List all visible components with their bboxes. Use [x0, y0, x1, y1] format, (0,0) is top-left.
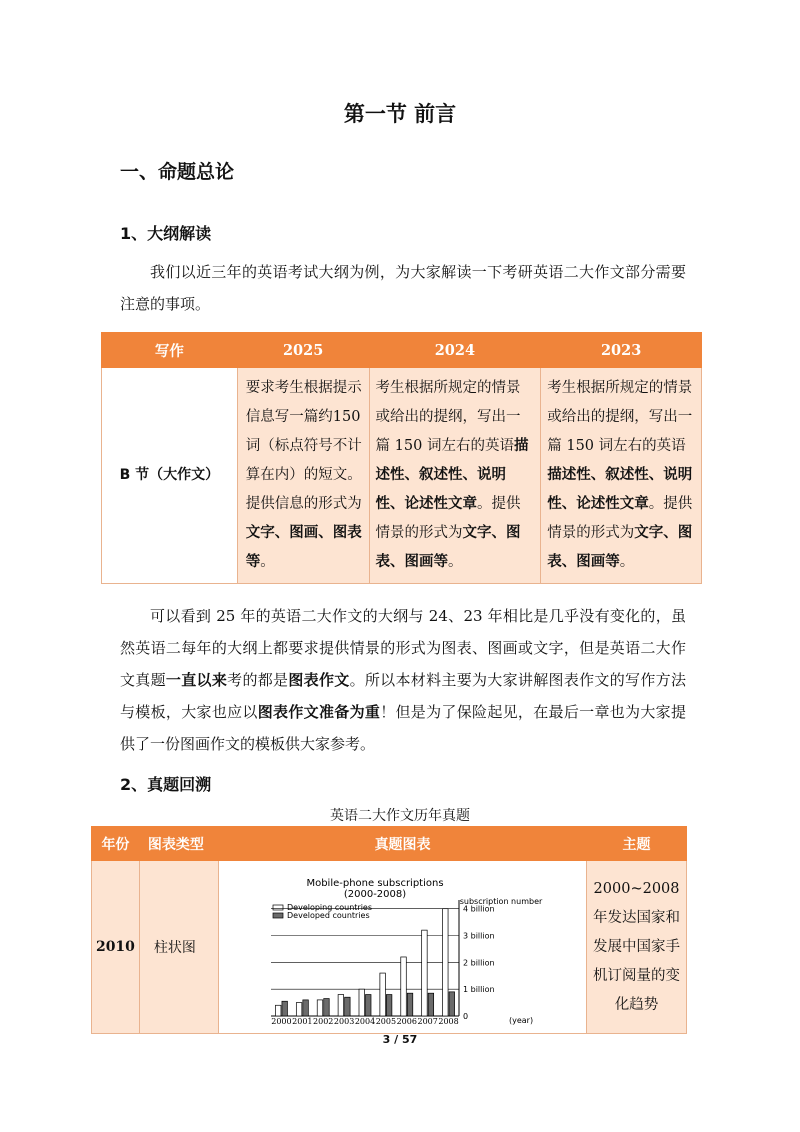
chart-bar-developed-2002: [324, 999, 330, 1016]
analysis-text-2: 考的都是: [227, 671, 289, 689]
subsection-heading-syllabus: 1、大纲解读: [120, 224, 212, 243]
syllabus-2025-text: 要求考生根据提示信息写一篇约150 词（标点符号不计算在内）的短文。提供信息的形式为: [245, 380, 362, 512]
analysis-text-1: 可以看到 25 年的英语二大作文的大纲与 24、23 年相比是几乎没有变化的，虽然英语二每年的大纲上都要求提供情景的形式为图表、图画或文字，但是英语二大作文真题: [120, 607, 686, 689]
chart-bar-developing-2000: [276, 1005, 282, 1016]
subscription-chart: [219, 862, 585, 1032]
syllabus-2023-tail: 。: [619, 554, 635, 570]
analysis-bold-2: 图表作文: [288, 671, 350, 689]
chart-xtick-label: 2004: [354, 1017, 376, 1026]
chart-bar-developed-2007: [428, 993, 434, 1016]
chart-title: Mobile-phone subscriptions: [306, 878, 444, 889]
exam-header-year: 年份: [92, 827, 140, 861]
chart-xlabel: (year): [509, 1016, 534, 1025]
syllabus-2023-bold2: 文字、图表、图画等: [547, 525, 693, 570]
syllabus-cell-2025: [237, 368, 369, 584]
chart-ytick-label: 1 billion: [463, 985, 495, 995]
chart-bar-developed-2005: [386, 995, 392, 1016]
chart-bar-developing-2003: [338, 995, 344, 1016]
chart-xtick-label: 2000: [271, 1017, 292, 1026]
exam-row-topic: 2000~2008 年发达国家和发展中国家手机订阅量的变化趋势: [587, 861, 687, 1034]
syllabus-2025-tail: 。: [260, 554, 275, 570]
intro-paragraph: 我们以近三年的英语考试大纲为例，为大家解读一下考研英语二大作文部分需要注意的事项。: [120, 263, 686, 313]
chart-xtick-label: 2002: [313, 1017, 334, 1026]
chart-xtick-label: 2008: [438, 1017, 459, 1026]
chart-xtick-label: 2007: [417, 1017, 438, 1026]
page-number: 3 / 57: [382, 1033, 418, 1046]
chart-bar-developed-2004: [366, 995, 372, 1016]
chart-ytick-label: 2 billion: [463, 958, 495, 968]
table-row: [92, 861, 687, 1034]
chart-bar-developing-2008: [443, 909, 449, 1016]
chart-bar-developed-2006: [407, 993, 413, 1016]
chart-xtick-label: 2003: [334, 1017, 355, 1026]
exam-header-topic: 主题: [587, 827, 687, 861]
subsection-heading-past-exams: 2、真题回溯: [120, 775, 212, 794]
chart-bar-developed-2001: [303, 1000, 309, 1016]
chart-legend-swatch: [273, 905, 283, 910]
section-heading: 一、命题总论: [120, 161, 235, 183]
exam-row-year: 2010: [92, 861, 140, 1034]
syllabus-2024-pre: 考生根据所规定的情景或给出的提纲，写出一篇 150 词左右的英语: [375, 380, 521, 454]
chart-xtick-label: 2001: [292, 1017, 313, 1026]
chart-legend-label: Developing countries: [287, 903, 373, 912]
chart-bar-developed-2000: [282, 1001, 288, 1016]
analysis-text-3: 。所以本材料主要为大家讲解图表作文的写作方法与模板，大家也应以: [120, 671, 686, 721]
syllabus-cell-2023: [541, 368, 702, 584]
chart-bar-developing-2005: [380, 973, 386, 1016]
syllabus-2024-mid: 。提供情景的形式为: [375, 496, 521, 541]
exam-row-chart: [219, 861, 587, 1034]
chart-ylabel: subscription number: [459, 897, 543, 906]
syllabus-header-2025: 2025: [237, 333, 369, 368]
syllabus-2023-bold1: 描述性、叙述性、说明性、论述性文章: [547, 467, 693, 512]
chart-ytick-label: 3 billion: [463, 931, 495, 941]
exam-header-chart: 真题图表: [219, 827, 587, 861]
chart-bar-developing-2001: [296, 1003, 302, 1016]
chart-legend: [273, 903, 372, 920]
chart-bar-developing-2006: [401, 957, 407, 1016]
syllabus-header-2024: 2024: [369, 333, 541, 368]
chart-bar-developed-2008: [449, 992, 455, 1016]
chart-subtitle: (2000-2008): [343, 889, 407, 900]
syllabus-2024-bold1: 描述性、叙述性、说明性、论述性文章: [375, 438, 529, 512]
syllabus-2024-tail: 。: [448, 554, 463, 570]
analysis-paragraph: [120, 600, 686, 760]
exam-table-caption: 英语二大作文历年真题: [330, 808, 470, 824]
chart-bar-developing-2007: [422, 930, 428, 1016]
chart-ytick-label: 0: [463, 1012, 469, 1021]
chart-xtick-label: 2006: [396, 1017, 418, 1026]
analysis-bold-3: 图表作文准备为重: [257, 703, 381, 721]
syllabus-header-writing: 写作: [102, 333, 238, 368]
chart-ytick-label: 4 billion: [463, 904, 495, 914]
syllabus-row-label: B 节（大作文）: [102, 368, 238, 584]
chart-bar-developing-2002: [317, 1000, 323, 1016]
chart-xtick-label: 2005: [375, 1017, 397, 1026]
chart-bar-developed-2003: [345, 997, 351, 1016]
chart-legend-swatch: [273, 913, 283, 918]
page-title: 第一节 前言: [343, 102, 457, 126]
analysis-text-4: ！但是为了保险起见，在最后一章也为大家提供了一份图画作文的模板供大家参考。: [120, 703, 686, 753]
syllabus-2025-bold: 文字、图画、图表等: [245, 525, 362, 570]
analysis-bold-1: 一直以来: [165, 671, 228, 689]
syllabus-2023-pre: 考生根据所规定的情景或给出的提纲，写出一篇 150 词左右的英语: [547, 380, 693, 454]
chart-bar-developing-2004: [359, 989, 365, 1016]
syllabus-2024-bold2: 文字、图表、图画等: [375, 525, 521, 570]
syllabus-cell-2024: [369, 368, 541, 584]
syllabus-header-2023: 2023: [541, 333, 702, 368]
exam-row-type: 柱状图: [139, 861, 218, 1034]
syllabus-table: [101, 332, 702, 584]
exam-header-chart-type: 图表类型: [139, 827, 218, 861]
chart-legend-label: Developed countries: [287, 911, 370, 920]
syllabus-2023-mid: 。提供情景的形式为: [547, 496, 693, 541]
exam-table: [91, 826, 687, 1034]
